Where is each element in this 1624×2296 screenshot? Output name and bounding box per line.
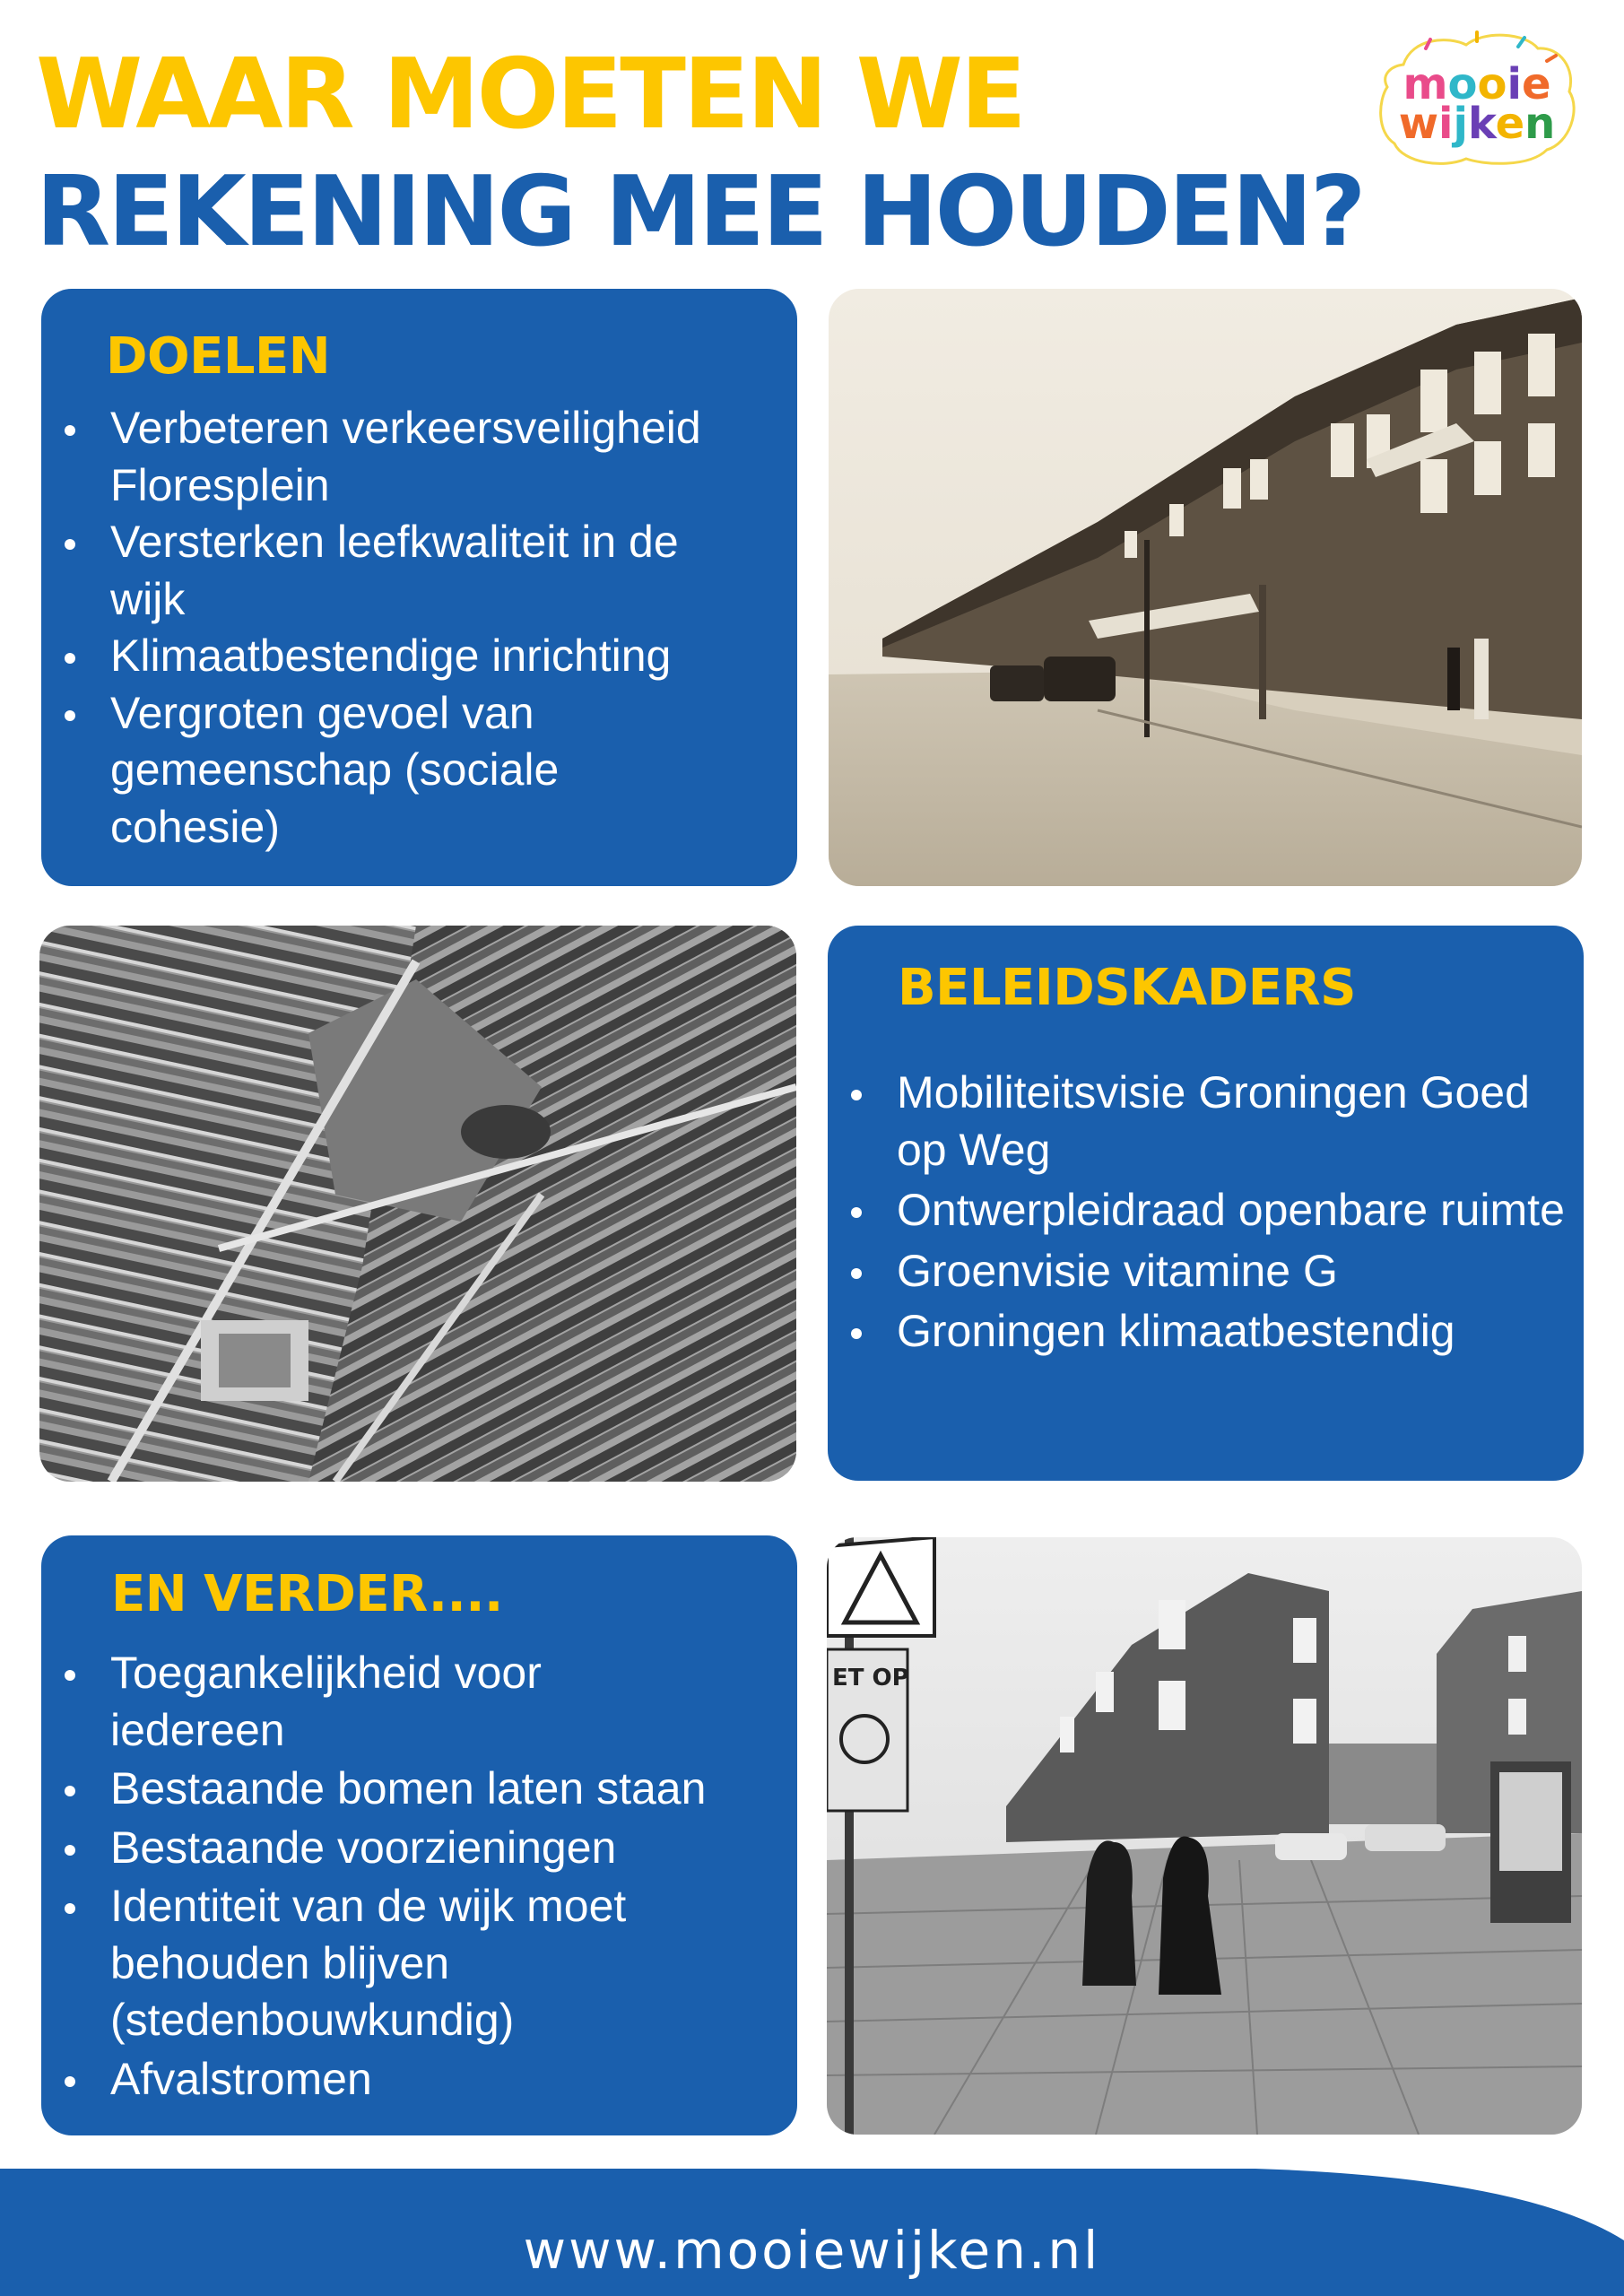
beleidskaders-card	[828, 926, 1584, 1481]
list-item: Groningen klimaatbestendig	[828, 1303, 1584, 1361]
doelen-list	[41, 400, 797, 856]
bullet-icon	[851, 1207, 862, 1218]
bullet-icon	[65, 1845, 75, 1856]
bullet-icon	[65, 1786, 75, 1796]
list-item: Afvalstromen	[41, 2051, 797, 2109]
bullet-icon	[851, 1090, 862, 1100]
bullet-icon	[65, 539, 75, 550]
website-link[interactable]: www.mooiewijken.nl	[523, 2220, 1101, 2281]
historic-street-photo	[829, 289, 1582, 886]
list-item: Vergroten gevoel van gemeenschap (sociale cohesie)	[41, 685, 797, 857]
list-item: Groenvisie vitamine G	[828, 1243, 1584, 1300]
title-line-1: WAAR MOETEN WE	[36, 39, 1024, 151]
list-item: Klimaatbestendige inrichting	[41, 628, 797, 685]
bullet-icon	[851, 1328, 862, 1339]
en-verder-list	[41, 1645, 797, 2109]
svg-text:wijken: wijken	[1398, 99, 1556, 149]
bullet-icon	[65, 1670, 75, 1681]
en-verder-card	[41, 1535, 797, 2135]
title-line-2: REKENING MEE HOUDEN?	[36, 156, 1364, 268]
bullet-icon	[65, 710, 75, 721]
list-item: Identiteit van de wijk moet behouden blijven (stedenbouwkundig)	[41, 1878, 797, 2049]
list-item: Mobiliteitsvisie Groningen Goed op Weg	[828, 1065, 1584, 1178]
bullet-icon	[65, 425, 75, 436]
en-verder-heading: EN VERDER....	[111, 1565, 503, 1623]
street-corner-photo	[827, 1537, 1582, 2135]
corner-sign-text: ET OP	[832, 1665, 909, 1692]
list-item: Verbeteren verkeersveiligheid Floresplein	[41, 400, 797, 514]
bullet-icon	[65, 2076, 75, 2087]
doelen-heading: DOELEN	[106, 327, 331, 386]
list-item: Versterken leefkwaliteit in de wijk	[41, 514, 797, 628]
list-item: Bestaande bomen laten staan	[41, 1761, 797, 1818]
beleidskaders-list	[828, 1065, 1584, 1364]
mooie-wijken-logo[interactable]	[1376, 29, 1578, 169]
list-item: Bestaande voorzieningen	[41, 1820, 797, 1877]
bullet-icon	[851, 1268, 862, 1279]
list-item: Ontwerpleidraad openbare ruimte	[828, 1182, 1584, 1239]
bullet-icon	[65, 653, 75, 664]
aerial-neighbourhood-photo	[39, 926, 796, 1482]
svg-text:mooie: mooie	[1403, 59, 1551, 109]
list-item: Toegankelijkheid voor iedereen	[41, 1645, 797, 1759]
doelen-card	[41, 289, 797, 886]
beleidskaders-heading: BELEIDSKADERS	[898, 959, 1356, 1017]
bullet-icon	[65, 1903, 75, 1914]
